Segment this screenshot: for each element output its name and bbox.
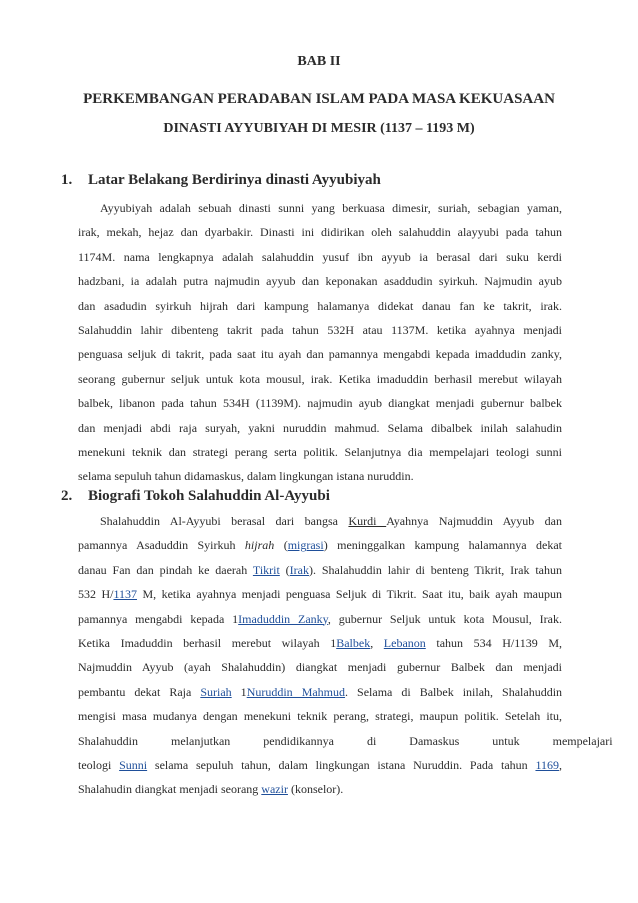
text-run: Shalahudin diangkat menjadi seorang [78,782,262,797]
imaduddin-zanky-link[interactable]: Imaduddin Zanky [238,611,328,626]
section-1-paragraph [78,196,562,489]
year-1137-link[interactable]: 1137 [113,587,138,602]
paragraph-line [78,777,562,801]
paragraph-line: Shalahuddin melanjutkan pendidikannya di Damaskus untuk mempelajari [78,733,613,748]
text-run: , [370,635,384,650]
section-1-heading [61,172,381,189]
text-run: pamannya mengabdi kepada 1 [78,611,239,626]
paragraph-line: seorang gubernur seljuk untuk kota mousul, irak. Ketika imaduddin berhasil merebut wilayah [78,371,562,386]
section-2-paragraph [78,509,613,802]
text-run: pamannya Asaduddin Syirkuh [78,538,245,553]
paragraph-line [78,509,562,533]
paragraph-line: balbek, libanon pada tahun 534H (1139M). najmudin ayub diangkat menjadi gubernur balbek [78,396,562,411]
chapter-title-line-2: DINASTI AYYUBIYAH DI MESIR (1137 – 1193 M) [163,121,475,136]
paragraph-line: dan menjadi abdi raja suryah, yakni nuruddin mahmud. Selama dibalbek inilah salahudin [78,420,562,435]
hijrah-term: hijrah [244,538,275,553]
paragraph-line: penguasa seljuk di takrit, pada saat itu ayah dan pamannya mengabdi kepada imaddudin zanky, [78,347,562,362]
paragraph-line: mengisi masa mudanya dengan menekuni teknik perang, strategi, maupun politik. Setelah itu, [78,709,562,724]
text-run: Ketika Imaduddin berhasil merebut wilayah 1 [78,635,337,650]
text-run: teologi [78,757,120,772]
paragraph-line: Ayyubiyah adalah sebuah dinasti sunni yang berkuasa dimesir, suriah, sebagian yaman, [100,201,562,215]
chapter-label: BAB II [297,54,341,69]
irak-link[interactable]: Irak [289,562,309,577]
paragraph-line: 1174M. nama lengkapnya adalah salahuddin yusuf ibn ayyub ia berasal dari suku kerdi [78,249,562,264]
text-run: Shalahuddin Al-Ayyubi berasal dari bangsa [100,514,349,528]
paragraph-line: Salahuddin lahir dibenteng takrit pada tahun 532H atau 1137M. ketika ayahnya menjadi [78,322,562,337]
text-run: Ayahnya Najmuddin Ayyub dan [386,514,562,528]
sunni-link[interactable]: Sunni [119,757,148,772]
paragraph-line [78,533,562,557]
paragraph-line: irak, mekah, hejaz dan dyarbakir. Dinasti ini didirikan oleh salahuddin alayyubi pada tahun [78,225,562,240]
chapter-title-line-1: PERKEMBANGAN PERADABAN ISLAM PADA MASA KEKUASAAN [83,91,555,107]
section-1-title: Latar Belakang Berdirinya dinasti Ayyubiyah [88,172,381,188]
paragraph-line [78,631,562,655]
paragraph-line [78,680,562,704]
text-run: , [559,757,563,772]
section-2-heading [61,488,330,505]
text-run: 532 H/ [78,587,114,602]
suriah-link[interactable]: Suriah [200,684,232,699]
wazir-link[interactable]: wazir [261,782,288,797]
balbek-link[interactable]: Balbek [336,635,371,650]
lebanon-link[interactable]: Lebanon [383,635,426,650]
text-run: tahun 534 H/1139 M, [425,635,563,650]
text-run: selama sepuluh tahun, dalam lingkungan istana Nuruddin. Pada tahun [147,757,536,772]
section-1-number: 1. [61,172,73,188]
text-run: ( [274,538,288,553]
kurdi-text: Kurdi [348,514,387,528]
tikrit-link[interactable]: Tikrit [252,562,280,577]
text-run: M, ketika ayahnya menjadi penguasa Seljuk di Tikrit. Saat itu, baik ayah maupun [137,587,563,602]
section-2-title: Biografi Tokoh Salahuddin Al-Ayyubi [88,488,330,504]
text-run: pembantu dekat Raja [78,684,201,699]
paragraph-line [78,607,562,631]
migrasi-link[interactable]: migrasi [287,538,324,553]
section-2-number: 2. [61,488,73,504]
text-run: ). Shalahuddin lahir di benteng Tikrit, Irak tahun [309,562,563,577]
paragraph-line: dan asadudin syirkuh hijrah dari kampung halamanya didekat danau fan ke takrit, irak. [78,298,562,313]
paragraph-line: menekuni teknik dan strategi perang serta politik. Selanjutnya dia mempelajari teologi sunni [78,444,562,459]
text-run: danau Fan dan pindah ke daerah [78,562,253,577]
year-1169-link[interactable]: 1169 [535,757,560,772]
text-run: 1 [231,684,247,699]
paragraph-line: Najmuddin Ayyub (ayah Shalahuddin) diangkat menjadi gubernur Balbek dan menjadi [78,660,562,675]
text-run: ( [279,562,290,577]
text-run: (konselor). [287,782,344,797]
paragraph-line [78,582,562,606]
paragraph-line [78,558,562,582]
nuruddin-mahmud-link[interactable]: Nuruddin Mahmud [246,684,346,699]
paragraph-line: hadzbani, ia adalah putra najmudin ayyub dan keponakan asaddudin syirkuh. Najmudin ayub [78,274,562,289]
text-run: . Selama di Balbek inilah, Shalahuddin [345,684,563,699]
paragraph-line [78,753,562,777]
text-run: ) meninggalkan kampung halamannya dekat [323,538,562,553]
paragraph-line: selama sepuluh tahun didamaskus, dalam lingkungan istana nuruddin. [78,469,414,484]
text-run: , gubernur Seljuk untuk kota Mousul, Irak. [327,611,562,626]
